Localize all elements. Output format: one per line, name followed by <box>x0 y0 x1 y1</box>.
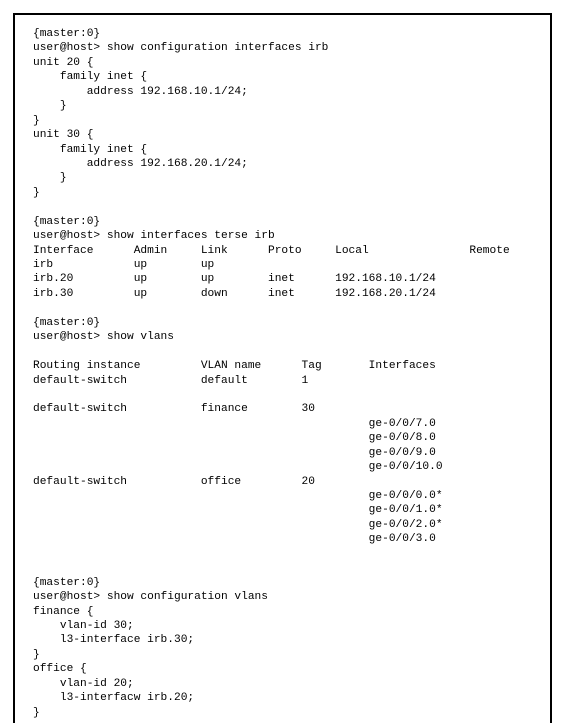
terminal-frame <box>13 13 552 723</box>
terminal-line: } <box>33 172 67 185</box>
terminal-line: {master:0} <box>33 215 101 228</box>
terminal-line: address 192.168.20.1/24; <box>33 157 248 170</box>
terminal-line: user@host> show configuration interfaces irb <box>33 42 329 55</box>
terminal-line: ge-0/0/0.0* <box>33 490 443 502</box>
terminal-line: l3-interfacw irb.20; <box>33 692 195 705</box>
terminal-line <box>33 200 510 214</box>
terminal-line: ge-0/0/10.0 <box>33 461 443 474</box>
terminal-line: ge-0/0/3.0 <box>33 533 436 546</box>
terminal-line: } <box>33 648 40 661</box>
terminal-line: ge-0/0/2.0* <box>33 518 443 531</box>
terminal-line: ge-0/0/1.0* <box>33 504 443 517</box>
terminal-line: office { <box>33 663 87 676</box>
terminal-line: default-switch default 1 <box>33 374 309 387</box>
terminal-line: Routing instance VLAN name Tag Interfaces <box>33 360 436 373</box>
terminal-line: {master:0} <box>33 316 101 329</box>
terminal-line: default-switch finance 30 <box>33 403 315 416</box>
terminal-output <box>33 27 510 720</box>
terminal-line: ge-0/0/7.0 <box>33 417 436 430</box>
terminal-line: default-switch office 20 <box>33 475 315 488</box>
terminal-line <box>33 388 510 402</box>
terminal-line: unit 20 { <box>33 56 94 69</box>
terminal-line: irb.30 up down inet 192.168.20.1/24 <box>33 287 436 300</box>
terminal-line: vlan-id 20; <box>33 677 134 690</box>
terminal-line <box>33 561 510 575</box>
terminal-line: vlan-id 30; <box>33 619 134 632</box>
terminal-line: ge-0/0/9.0 <box>33 446 436 459</box>
terminal-line: {master:0} <box>33 576 101 589</box>
terminal-line: family inet { <box>33 143 148 156</box>
terminal-line: } <box>33 706 40 719</box>
terminal-line: unit 30 { <box>33 129 94 142</box>
terminal-line: } <box>33 100 67 113</box>
terminal-line: } <box>33 114 40 127</box>
terminal-line: finance { <box>33 605 94 618</box>
terminal-line: user@host> show interfaces terse irb <box>33 230 275 243</box>
terminal-line: user@host> show configuration vlans <box>33 591 268 604</box>
terminal-line: {master:0} <box>33 28 101 40</box>
terminal-line <box>33 345 510 359</box>
terminal-line: ge-0/0/8.0 <box>33 432 436 445</box>
terminal-line: Interface Admin Link Proto Local Remote <box>33 244 510 257</box>
terminal-line: address 192.168.10.1/24; <box>33 85 248 98</box>
terminal-line: family inet { <box>33 71 148 84</box>
terminal-line: user@host> show vlans <box>33 331 174 344</box>
terminal-line: irb.20 up up inet 192.168.10.1/24 <box>33 273 436 286</box>
terminal-line: irb up up <box>33 259 215 271</box>
terminal-line: l3-interface irb.30; <box>33 634 195 647</box>
terminal-line <box>33 301 510 315</box>
terminal-line <box>33 547 510 561</box>
terminal-line: } <box>33 186 40 199</box>
